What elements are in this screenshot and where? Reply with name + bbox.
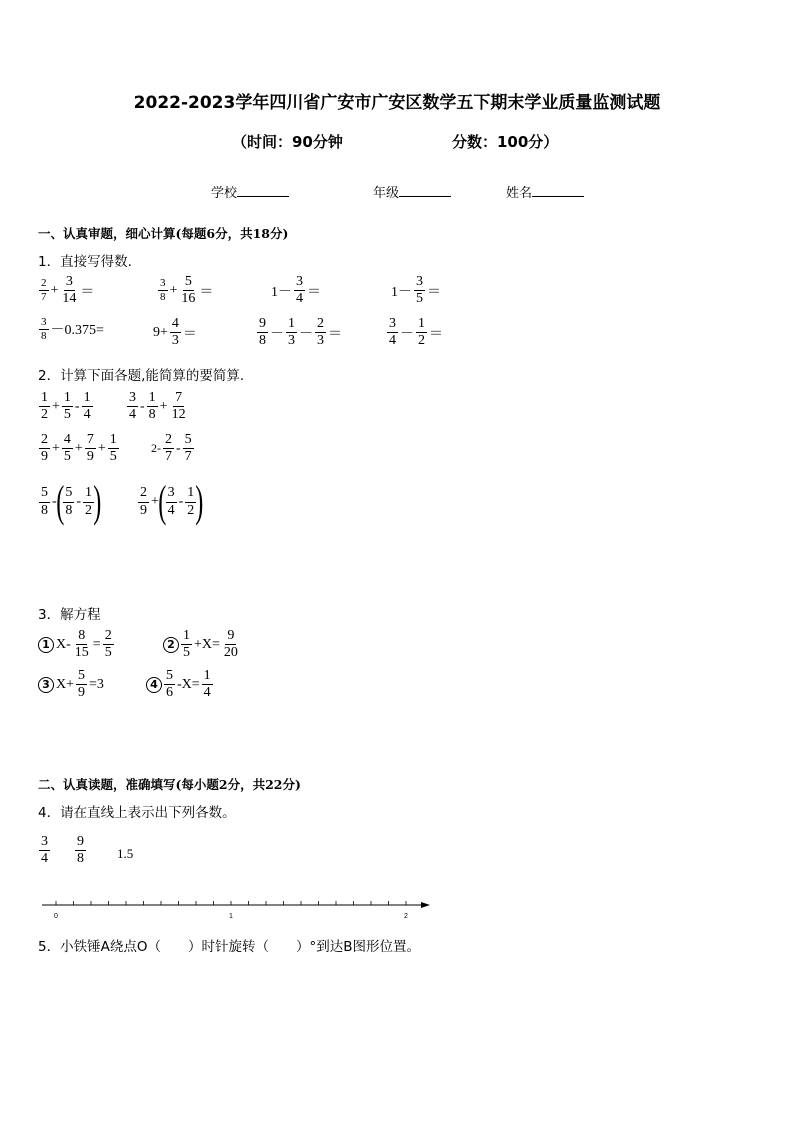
q1-expr-1 xyxy=(38,274,95,307)
q1-expr-5 xyxy=(38,316,105,342)
fraction xyxy=(63,485,74,518)
math-operator: +X= xyxy=(194,636,220,652)
q2-expr-3 xyxy=(38,432,120,465)
question-1-label: 1．直接写得数. xyxy=(38,254,132,270)
grade-blank[interactable] xyxy=(399,184,451,197)
denominator: 5 xyxy=(183,645,190,661)
fraction xyxy=(39,277,49,303)
question-4-label: 4．请在直线上表示出下列各数。 xyxy=(38,805,236,821)
math-operator: 2- xyxy=(151,441,161,456)
q4-fraction-2 xyxy=(74,834,87,867)
denominator: 5 xyxy=(109,449,117,465)
q3-equation-3 xyxy=(38,668,105,701)
fraction xyxy=(39,316,49,342)
numerator: 2 xyxy=(41,277,47,290)
math-operator: + xyxy=(151,494,159,509)
fraction xyxy=(39,390,50,423)
left-paren: ( xyxy=(55,477,65,526)
denominator: 5 xyxy=(63,449,71,465)
denominator: 7 xyxy=(184,449,192,465)
math-operator: + xyxy=(159,398,168,414)
tick-label-0: 0 xyxy=(54,913,58,920)
grade-field[interactable] xyxy=(373,182,451,201)
denominator: 8 xyxy=(41,329,47,342)
math-operator: - xyxy=(176,440,181,456)
page-title: 2022-2023学年四川省广安市广安区数学五下期末学业质量监测试题 xyxy=(133,93,661,113)
numerator: 1 xyxy=(83,485,94,502)
numerator: 3 xyxy=(41,316,47,328)
denominator: 9 xyxy=(78,685,86,701)
denominator: 6 xyxy=(166,685,173,701)
q1-expr-6 xyxy=(152,316,198,349)
q2-expr-5 xyxy=(38,477,102,526)
fraction xyxy=(416,316,427,349)
math-operator: - xyxy=(74,398,80,414)
numerator: 5 xyxy=(164,668,175,685)
denominator: 20 xyxy=(223,645,238,661)
math-operator: X+ xyxy=(56,676,75,692)
denominator: 14 xyxy=(62,291,77,307)
fraction xyxy=(179,274,197,307)
fraction xyxy=(85,432,96,465)
denominator: 5 xyxy=(416,291,423,307)
right-paren: ) xyxy=(93,477,102,526)
math-operator: 9+ xyxy=(153,324,168,340)
math-operator: ＝ xyxy=(307,284,321,300)
tick-label-1: 1 xyxy=(229,913,233,920)
q3-equation-1 xyxy=(38,628,115,661)
fraction xyxy=(166,485,177,518)
denominator: 9 xyxy=(140,502,147,518)
fraction xyxy=(315,316,326,349)
left-paren: ( xyxy=(158,477,167,526)
math-operator: - xyxy=(76,494,81,509)
fraction xyxy=(170,390,188,423)
denominator: 12 xyxy=(171,407,186,423)
q1-expr-2 xyxy=(157,274,214,307)
circled-number: 4 xyxy=(146,677,162,693)
numerator: 1 xyxy=(147,390,158,407)
fraction xyxy=(82,390,93,423)
fraction xyxy=(62,390,73,423)
q3-equation-2 xyxy=(163,628,241,661)
numerator: 1 xyxy=(82,390,93,407)
math-operator: ＝ xyxy=(182,326,197,342)
numerator: 2 xyxy=(138,485,149,502)
denominator: 4 xyxy=(203,685,211,701)
name-label: 姓名 xyxy=(506,186,533,201)
denominator: 8 xyxy=(160,291,166,304)
school-field[interactable] xyxy=(211,182,289,201)
numerator: 5 xyxy=(76,668,87,685)
fraction xyxy=(286,316,297,349)
q4-fraction-1 xyxy=(38,834,51,867)
fraction xyxy=(39,485,50,518)
numerator: 9 xyxy=(257,316,268,333)
q2-expr-4 xyxy=(150,432,195,465)
numerator: 3 xyxy=(294,274,305,291)
math-operator: -X= xyxy=(177,676,200,692)
denominator: 8 xyxy=(259,333,266,349)
q3-equation-4 xyxy=(146,668,214,701)
fraction xyxy=(414,274,425,307)
numerator: 3 xyxy=(387,316,398,333)
numerator: 1 xyxy=(39,390,50,407)
fraction xyxy=(39,432,50,465)
numerator: 2 xyxy=(39,432,50,449)
q2-expr-1 xyxy=(38,390,94,423)
math-operator: ＝ xyxy=(429,326,443,342)
fraction xyxy=(73,628,91,661)
number-line[interactable] xyxy=(38,896,438,926)
denominator: 3 xyxy=(288,333,295,349)
math-operator: - xyxy=(178,494,184,509)
question-2-label: 2．计算下面各题,能简算的要简算. xyxy=(38,368,245,384)
numerator: 3 xyxy=(160,277,166,290)
denominator: 8 xyxy=(77,851,84,867)
grade-label: 年级 xyxy=(373,186,400,201)
fraction xyxy=(127,390,138,423)
denominator: 4 xyxy=(129,407,136,423)
fraction xyxy=(181,628,192,661)
fraction xyxy=(222,628,240,661)
fraction xyxy=(170,316,181,349)
fraction xyxy=(62,432,73,465)
denominator: 3 xyxy=(171,333,179,349)
fraction xyxy=(108,432,119,465)
circled-number: 3 xyxy=(38,677,54,693)
numerator: 5 xyxy=(183,432,194,449)
denominator: 7 xyxy=(41,291,47,304)
math-operator: + xyxy=(50,282,59,298)
circled-number: 1 xyxy=(38,637,54,653)
denominator: 4 xyxy=(83,407,91,423)
fraction xyxy=(294,274,305,307)
denominator: 16 xyxy=(181,291,196,307)
circled-number: 2 xyxy=(163,637,179,653)
fraction xyxy=(387,316,398,349)
denominator: 4 xyxy=(167,502,175,518)
section-1-heading: 一、认真审题，细心计算(每题6分，共18分) xyxy=(38,226,289,241)
name-field[interactable] xyxy=(506,182,584,201)
denominator: 2 xyxy=(41,407,48,423)
name-blank[interactable] xyxy=(532,184,584,197)
math-operator: ＝ xyxy=(199,284,214,300)
q1-expr-8 xyxy=(386,316,444,349)
school-blank[interactable] xyxy=(237,184,289,197)
math-operator: + xyxy=(52,440,60,456)
math-operator: － xyxy=(299,326,313,342)
numerator: 7 xyxy=(85,432,96,449)
denominator: 8 xyxy=(65,502,73,518)
math-operator: ＝ xyxy=(80,284,95,300)
exam-time: （时间：90分钟 xyxy=(232,133,343,151)
denominator: 5 xyxy=(63,407,71,423)
math-operator: － xyxy=(270,326,284,342)
denominator: 2 xyxy=(418,333,425,349)
q2-expr-2 xyxy=(126,390,189,423)
denominator: 15 xyxy=(74,645,89,661)
fraction xyxy=(103,628,114,661)
math-operator: 1－ xyxy=(271,284,292,300)
denominator: 9 xyxy=(86,449,94,465)
section-2-heading: 二、认真读题，准确填写(每小题2分，共22分) xyxy=(38,777,301,792)
numerator: 3 xyxy=(127,390,138,407)
question-5-label: 5．小铁锤A绕点O（ ）时针旋转（ ）°到达B图形位置。 xyxy=(38,939,420,955)
denominator: 4 xyxy=(296,291,303,307)
numerator: 1 xyxy=(181,628,192,645)
fraction xyxy=(60,274,78,307)
denominator: 8 xyxy=(41,502,48,518)
numerator: 3 xyxy=(166,485,177,502)
numerator: 5 xyxy=(63,485,74,502)
numerator: 3 xyxy=(64,274,75,291)
numerator: 1 xyxy=(62,390,73,407)
math-operator: －0.375= xyxy=(50,323,104,339)
fraction xyxy=(39,834,50,867)
math-operator: = xyxy=(92,636,101,652)
fraction xyxy=(75,834,86,867)
fraction xyxy=(158,277,168,303)
math-operator: ＝ xyxy=(427,284,441,300)
numerator: 4 xyxy=(62,432,73,449)
numerator: 1 xyxy=(108,432,119,449)
numerator: 3 xyxy=(39,834,50,851)
math-operator: + xyxy=(169,282,178,298)
tick-label-2: 2 xyxy=(404,913,408,920)
denominator: 3 xyxy=(317,333,324,349)
numerator: 9 xyxy=(75,834,86,851)
fraction xyxy=(76,668,87,701)
numerator: 2 xyxy=(103,628,114,645)
numerator: 2 xyxy=(315,316,326,333)
q4-decimal: 1.5 xyxy=(117,846,134,861)
denominator: 8 xyxy=(148,407,156,423)
math-operator: ＝ xyxy=(328,326,342,342)
number-line-ticks xyxy=(56,901,406,905)
math-operator: 1－ xyxy=(391,284,412,300)
right-paren: ) xyxy=(195,477,204,526)
math-operator: =3 xyxy=(89,676,104,692)
numerator: 5 xyxy=(39,485,50,502)
fraction xyxy=(183,432,194,465)
numerator: 8 xyxy=(76,628,87,645)
numerator: 7 xyxy=(173,390,184,407)
numerator: 1 xyxy=(202,668,213,685)
math-operator: + xyxy=(97,440,106,456)
math-operator: X- xyxy=(56,636,71,652)
denominator: 2 xyxy=(187,502,195,518)
arrow-icon xyxy=(421,902,430,908)
denominator: 4 xyxy=(41,851,48,867)
numerator: 2 xyxy=(163,432,174,449)
q1-expr-7 xyxy=(256,316,343,349)
math-operator: - xyxy=(52,494,57,509)
numerator: 5 xyxy=(183,274,194,291)
math-operator: － xyxy=(400,326,414,342)
denominator: 2 xyxy=(85,502,92,518)
numerator: 9 xyxy=(225,628,236,645)
math-operator: + xyxy=(52,398,60,414)
school-label: 学校 xyxy=(211,186,238,201)
fraction xyxy=(163,432,174,465)
fraction xyxy=(138,485,149,518)
question-3-label: 3．解方程 xyxy=(38,607,101,623)
math-operator: + xyxy=(74,440,83,456)
fraction xyxy=(202,668,213,701)
q2-expr-6 xyxy=(137,477,204,526)
fraction xyxy=(257,316,268,349)
q1-expr-3 xyxy=(270,274,322,307)
numerator: 4 xyxy=(170,316,181,333)
numerator: 1 xyxy=(185,485,196,502)
denominator: 7 xyxy=(165,449,172,465)
math-operator: - xyxy=(140,398,145,414)
denominator: 9 xyxy=(41,449,48,465)
denominator: 5 xyxy=(104,645,112,661)
exam-score: 分数：100分） xyxy=(452,133,559,151)
numerator: 1 xyxy=(416,316,427,333)
numerator: 1 xyxy=(286,316,297,333)
numerator: 3 xyxy=(414,274,425,291)
fraction xyxy=(164,668,175,701)
q1-expr-4 xyxy=(390,274,442,307)
fraction xyxy=(147,390,158,423)
denominator: 4 xyxy=(389,333,396,349)
